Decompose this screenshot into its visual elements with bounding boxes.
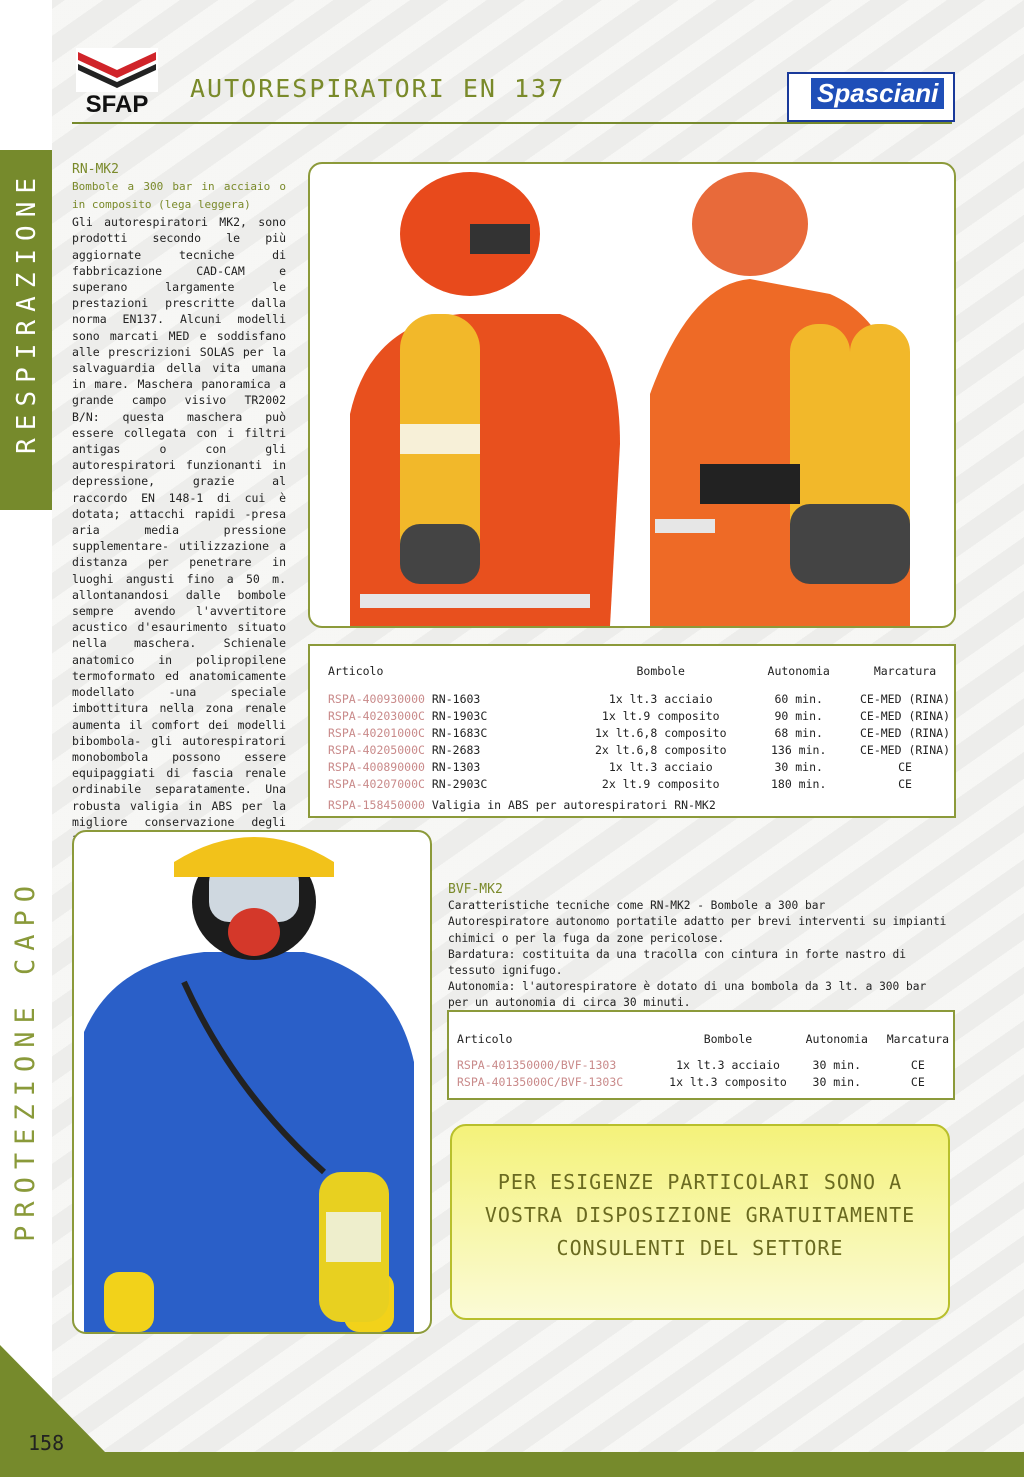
side-label-top: RESPIRAZIONE — [12, 170, 42, 454]
rn-text-column — [72, 162, 286, 862]
promo-box — [450, 1124, 950, 1320]
header-rule — [72, 122, 952, 124]
rn-table — [308, 644, 956, 818]
cylinder: 2x lt.9 composito — [601, 776, 720, 791]
bvf-text — [448, 882, 952, 1012]
marking: CE-MED (RINA) — [859, 742, 950, 757]
marking: CE-MED (RINA) — [859, 691, 950, 706]
page-number: 158 — [28, 1431, 65, 1455]
article-code: RSPA-401350000/BVF-1303 — [457, 1057, 617, 1072]
marking: CE — [898, 776, 912, 791]
col-bombole: Bombole — [703, 1032, 753, 1046]
photo-firefighters — [308, 162, 956, 628]
col-autonomia: Autonomia — [805, 1032, 868, 1046]
cylinder: 1x lt.3 composito — [669, 1074, 787, 1089]
model: RN-2683 — [431, 742, 481, 757]
promo-text: PER ESIGENZE PARTICOLARI SONO A VOSTRA DISPOSIZIONE GRATUITAMENTE CONSULENTI DEL SETTORE — [484, 1170, 916, 1260]
brand-text: Spasciani — [811, 78, 944, 109]
cylinder: 2x lt.6,8 composito — [594, 742, 727, 757]
bvf-line: Caratteristiche tecniche come RN-MK2 - Bombole a 300 bar — [448, 899, 826, 913]
side-label-bottom: PROTEZIONE CAPO — [10, 878, 41, 1242]
model: RN-1603 — [431, 691, 481, 706]
model: RN-1903C — [431, 708, 488, 723]
article-code: RSPA-40203000C — [328, 708, 425, 723]
bvf-title: BVF-MK2 — [448, 882, 503, 897]
bvf-table — [447, 1010, 955, 1100]
table-row — [449, 1073, 953, 1090]
cylinder: 1x lt.3 acciaio — [608, 691, 713, 706]
model: RN-2903C — [431, 776, 488, 791]
table-row — [449, 1056, 953, 1073]
article-code: RSPA-400890000 — [328, 759, 425, 774]
autonomy: 30 min. — [774, 759, 823, 774]
table-row — [310, 690, 954, 707]
cylinder: 1x lt.3 acciaio — [676, 1057, 780, 1072]
rn-table-header — [310, 662, 954, 680]
table-footer-row — [310, 792, 954, 813]
worker-illustration — [74, 832, 430, 1332]
marking: CE-MED (RINA) — [859, 708, 950, 723]
article-code: RSPA-40135000C/BVF-1303C — [457, 1074, 624, 1089]
article-code: RSPA-40201000C — [328, 725, 425, 740]
marking: CE — [910, 1057, 925, 1072]
firefighters-illustration — [310, 164, 954, 626]
article-code: RSPA-400930000 — [328, 691, 425, 706]
marking: CE — [898, 759, 912, 774]
col-bombole: Bombole — [636, 664, 685, 678]
bvf-table-header — [449, 1030, 953, 1048]
marking: CE — [910, 1074, 925, 1089]
marking: CE-MED (RINA) — [859, 725, 950, 740]
col-marcatura: Marcatura — [886, 1032, 949, 1046]
cylinder: 1x lt.9 composito — [601, 708, 720, 723]
bvf-line: Autorespiratore autonomo portatile adatto per brevi interventi su impianti chimici o per la fuga da zone pericolose. — [448, 915, 947, 945]
page-title: AUTORESPIRATORI EN 137 — [190, 74, 566, 103]
brand-logo — [787, 72, 955, 122]
col-autonomia: Autonomia — [767, 664, 830, 678]
rn-title: RN-MK2 — [72, 162, 119, 177]
table-row — [310, 724, 954, 741]
table-row — [310, 707, 954, 724]
article-code: RSPA-40207000C — [328, 776, 425, 791]
col-articolo: Articolo — [328, 664, 384, 678]
photo-worker — [72, 830, 432, 1334]
bottom-bar — [0, 1452, 1024, 1477]
cylinder: 1x lt.6,8 composito — [594, 725, 727, 740]
model: RN-1683C — [431, 725, 488, 740]
cylinder: 1x lt.3 acciaio — [608, 759, 713, 774]
col-articolo: Articolo — [457, 1032, 513, 1046]
table-row — [310, 741, 954, 758]
bvf-line: Bardatura: costituita da una tracolla con cintura in forte nastro di tessuto ignifugo. — [448, 947, 907, 978]
col-marcatura: Marcatura — [873, 664, 937, 678]
rn-subtitle: Bombole a 300 bar in acciaio o in composito (lega leggera) — [72, 180, 286, 212]
table-row — [310, 775, 954, 792]
autonomy: 30 min. — [812, 1074, 861, 1089]
autonomy: 90 min. — [774, 708, 823, 723]
table-row — [310, 758, 954, 775]
logo-text: SFAP — [85, 91, 149, 116]
model: RN-1303 — [431, 759, 481, 774]
autonomy: 30 min. — [812, 1057, 861, 1072]
autonomy: 136 min. — [770, 742, 827, 757]
sfap-logo — [76, 48, 158, 116]
article-code: RSPA-158450000 — [328, 797, 425, 812]
rn-body: Gli autorespiratori MK2, sono prodotti secondo le più aggiornate tecniche di fabbricazione CAD-CAM e superano largamente le prestazioni prescritte dalla norma EN137. Alcuni modelli sono marcati MED e soddisfano alle prescrizioni SOLAS per la salvaguardia della vita umana in mare. Maschera panoramica a grande campo visivo TR2002 B/N: questa maschera può essere collegata con i filtri antigas o con gli autorespiratori funzionanti in depressione, grazie al raccordo EN 148-1 di cui è dotata; attacchi rapidi -presa aria media pressione supplementare- utilizzazione a distanza per penetrare in luoghi angusti fino a 50 m. allontanandosi dalle bombole sempre avendo l'avvertitore acustico d'esaurimento situato nella maschera. Schienale anatomico in polipropilene termoformato ed anatomicamente modellato -una speciale imbottitura nella zona renale aumenta il comfort dei modelli bibombola- gli autorespiratori monobombola possono essere equipaggiati di fascia renale ordinabile separatamente. Una robusta valigia in ABS per la migliore conservazione degli — [72, 215, 286, 829]
autonomy: 60 min. — [774, 691, 823, 706]
footer-description: Valigia in ABS per autorespiratori RN-MK2 — [431, 797, 716, 812]
bvf-line: Autonomia: l'autorespiratore è dotato di una bombola da 3 lt. a 300 bar per un autonomia di circa 30 minuti. — [448, 980, 927, 1010]
article-code: RSPA-40205000C — [328, 742, 425, 757]
autonomy: 180 min. — [770, 776, 827, 791]
autonomy: 68 min. — [774, 725, 823, 740]
